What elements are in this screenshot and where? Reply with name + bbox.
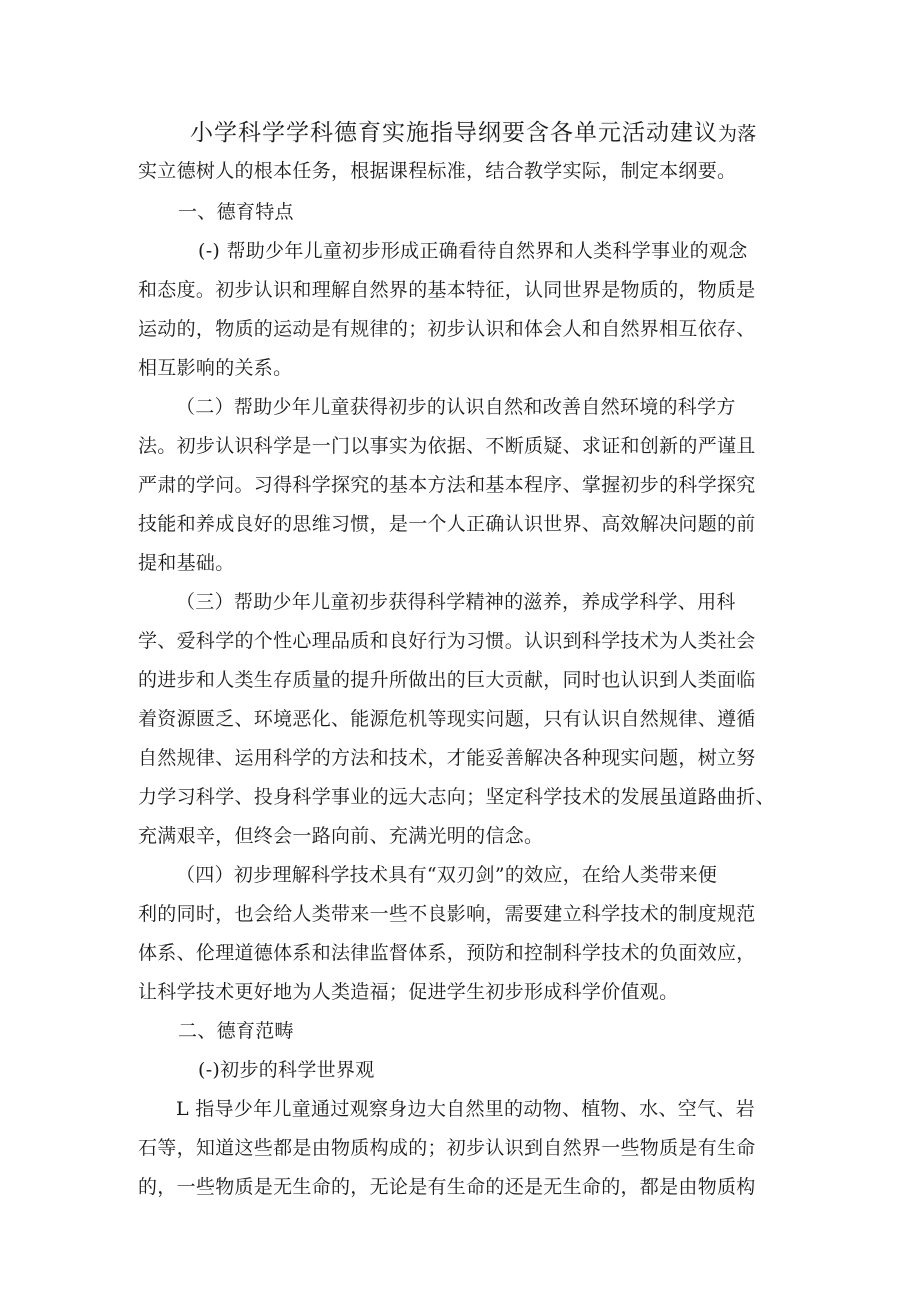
section-heading: 二、德育范畴 <box>178 1020 294 1042</box>
paragraph-line: 的进步和人类生存质量的提升所做出的巨大贡献，同时也认识到人类面临 <box>138 669 756 691</box>
paragraph-line: 充满艰辛，但终会一路向前、充满光明的信念。 <box>138 825 544 847</box>
paragraph-line: 法。初步认识科学是一门以事实为依据、不断质疑、求证和创新的严谨且 <box>138 435 756 457</box>
document-title-tail: 为落 <box>718 123 757 145</box>
paragraph-line: 体系、伦理道德体系和法律监督体系，预防和控制科学技术的负面效应， <box>138 942 756 964</box>
paragraph-line: 技能和养成良好的思维习惯，是一个人正确认识世界、高效解决问题的前 <box>138 513 756 535</box>
paragraph-line: 严肃的学问。习得科学探究的基本方法和基本程序、掌握初步的科学探究 <box>138 474 756 496</box>
section-heading: 一、德育特点 <box>178 201 294 223</box>
paragraph-line: 让科学技术更好地为人类造福；促进学生初步形成科学价值观。 <box>138 981 679 1003</box>
subsection-heading: (-)初步的科学世界观 <box>198 1059 375 1081</box>
paragraph-line: L 指导少年儿童通过观察身边大自然里的动物、植物、水、空气、岩 <box>176 1098 755 1120</box>
paragraph-line: 和态度。初步认识和理解自然界的基本特征，认同世界是物质的，物质是 <box>138 279 756 301</box>
paragraph-line: 的，一些物质是无生命的，无论是有生命的还是无生命的，都是由物质构 <box>138 1176 756 1198</box>
paragraph-line: 利的同时，也会给人类带来一些不良影响，需要建立科学技术的制度规范 <box>138 903 756 925</box>
paragraph-line: （三）帮助少年儿童初步获得科学精神的滋养，养成学科学、用科 <box>176 591 736 613</box>
paragraph-line: 学、爱科学的个性心理品质和良好行为习惯。认识到科学技术为人类社会 <box>138 630 756 652</box>
paragraph-line: 自然规律、运用科学的方法和技术，才能妥善解决各种现实问题，树立努 <box>138 747 756 769</box>
document-title: 小学科学学科德育实施指导纲要含各单元活动建议 <box>190 120 718 146</box>
paragraph-line: (-) 帮助少年儿童初步形成正确看待自然界和人类科学事业的观念 <box>198 240 748 262</box>
paragraph-line: 运动的，物质的运动是有规律的；初步认识和体会人和自然界相互依存、 <box>138 318 756 340</box>
paragraph-line: （四）初步理解科学技术具有“双刃剑”的效应，在给人类带来便 <box>176 864 718 886</box>
paragraph-line: （二）帮助少年儿童获得初步的认识自然和改善自然环境的科学方 <box>176 396 736 418</box>
paragraph-line: 石等，知道这些都是由物质构成的；初步认识到自然界一些物质是有生命 <box>138 1137 756 1159</box>
paragraph-line: 提和基础。 <box>138 552 235 574</box>
paragraph-line: 相互影响的关系。 <box>138 357 293 379</box>
paragraph-line: 实立德树人的根本任务，根据课程标准，结合教学实际，制定本纲要。 <box>138 160 737 182</box>
paragraph-line: 着资源匮乏、环境恶化、能源危机等现实问题，只有认识自然规律、遵循 <box>138 708 756 730</box>
document-title-line <box>190 122 790 145</box>
paragraph-line: 力学习科学、投身科学事业的远大志向；坚定科学技术的发展虽道路曲折、 <box>138 786 775 808</box>
